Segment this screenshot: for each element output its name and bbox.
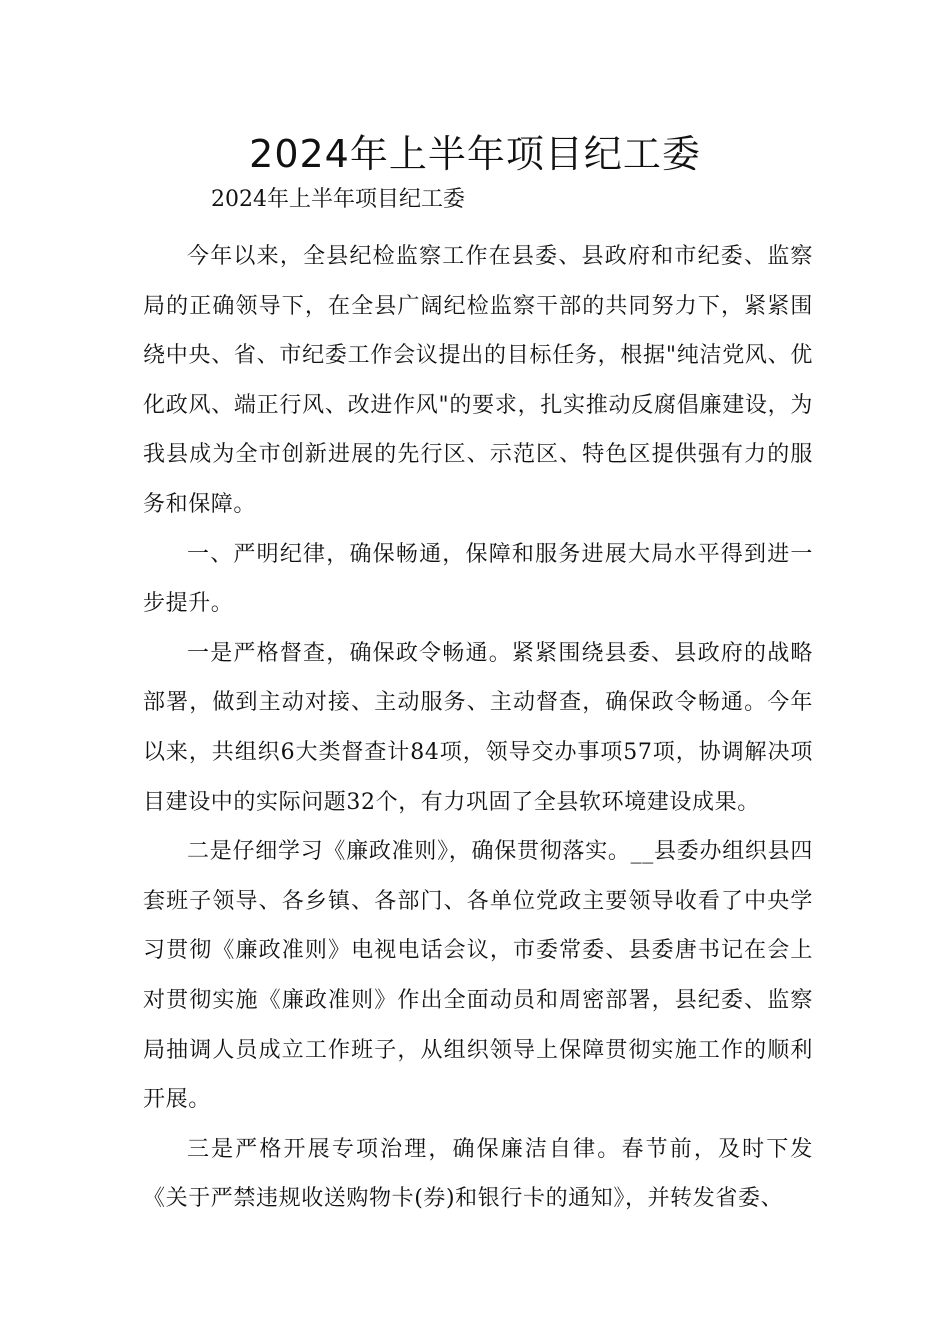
paragraph-section-one-heading: 一、严明纪律，确保畅通，保障和服务进展大局水平得到进一步提升。	[143, 541, 813, 617]
paragraph-item-two: 二是仔细学习《廉政准则》，确保贯彻落实。__县委办组织县四套班子领导、各乡镇、各部门、各单位党政主要领导收看了中央学习贯彻《廉政准则》电视电话会议，市委常委、县委唐书记在会上对贯彻实施《廉政准则》作出全面动员和周密部署，县纪委、监察局抽调人员成立工作班子，从组织领导上保障贯彻实施工作的顺利开展。	[143, 839, 813, 1113]
paragraph-intro: 今年以来，全县纪检监察工作在县委、县政府和市纪委、监察局的正确领导下，在全县广阔纪检监察干部的共同努力下，紧紧围绕中央、省、市纪委工作会议提出的目标任务，根据"纯洁党风、优化政风、端正行风、改进作风"的要求，扎实推动反腐倡廉建设，为我县成为全市创新进展的先行区、示范区、特色区提供强有力的服务和保障。	[143, 244, 813, 517]
paragraph-item-one: 一是严格督查，确保政令畅通。紧紧围绕县委、县政府的战略部署，做到主动对接、主动服务、主动督查，确保政令畅通。今年以来，共组织6大类督查计84项，领导交办事项57项，协调解决项目建设中的实际问题32个，有力巩固了全县软环境建设成果。	[143, 640, 813, 815]
document-title: 2024年上半年项目纪工委	[249, 132, 701, 176]
document-subtitle: 2024年上半年项目纪工委	[211, 187, 465, 212]
document-body	[143, 232, 813, 1224]
paragraph-item-three: 三是严格开展专项治理，确保廉洁自律。春节前，及时下发《关于严禁违规收送购物卡(券)和银行卡的通知》，并转发省委、	[143, 1136, 813, 1212]
